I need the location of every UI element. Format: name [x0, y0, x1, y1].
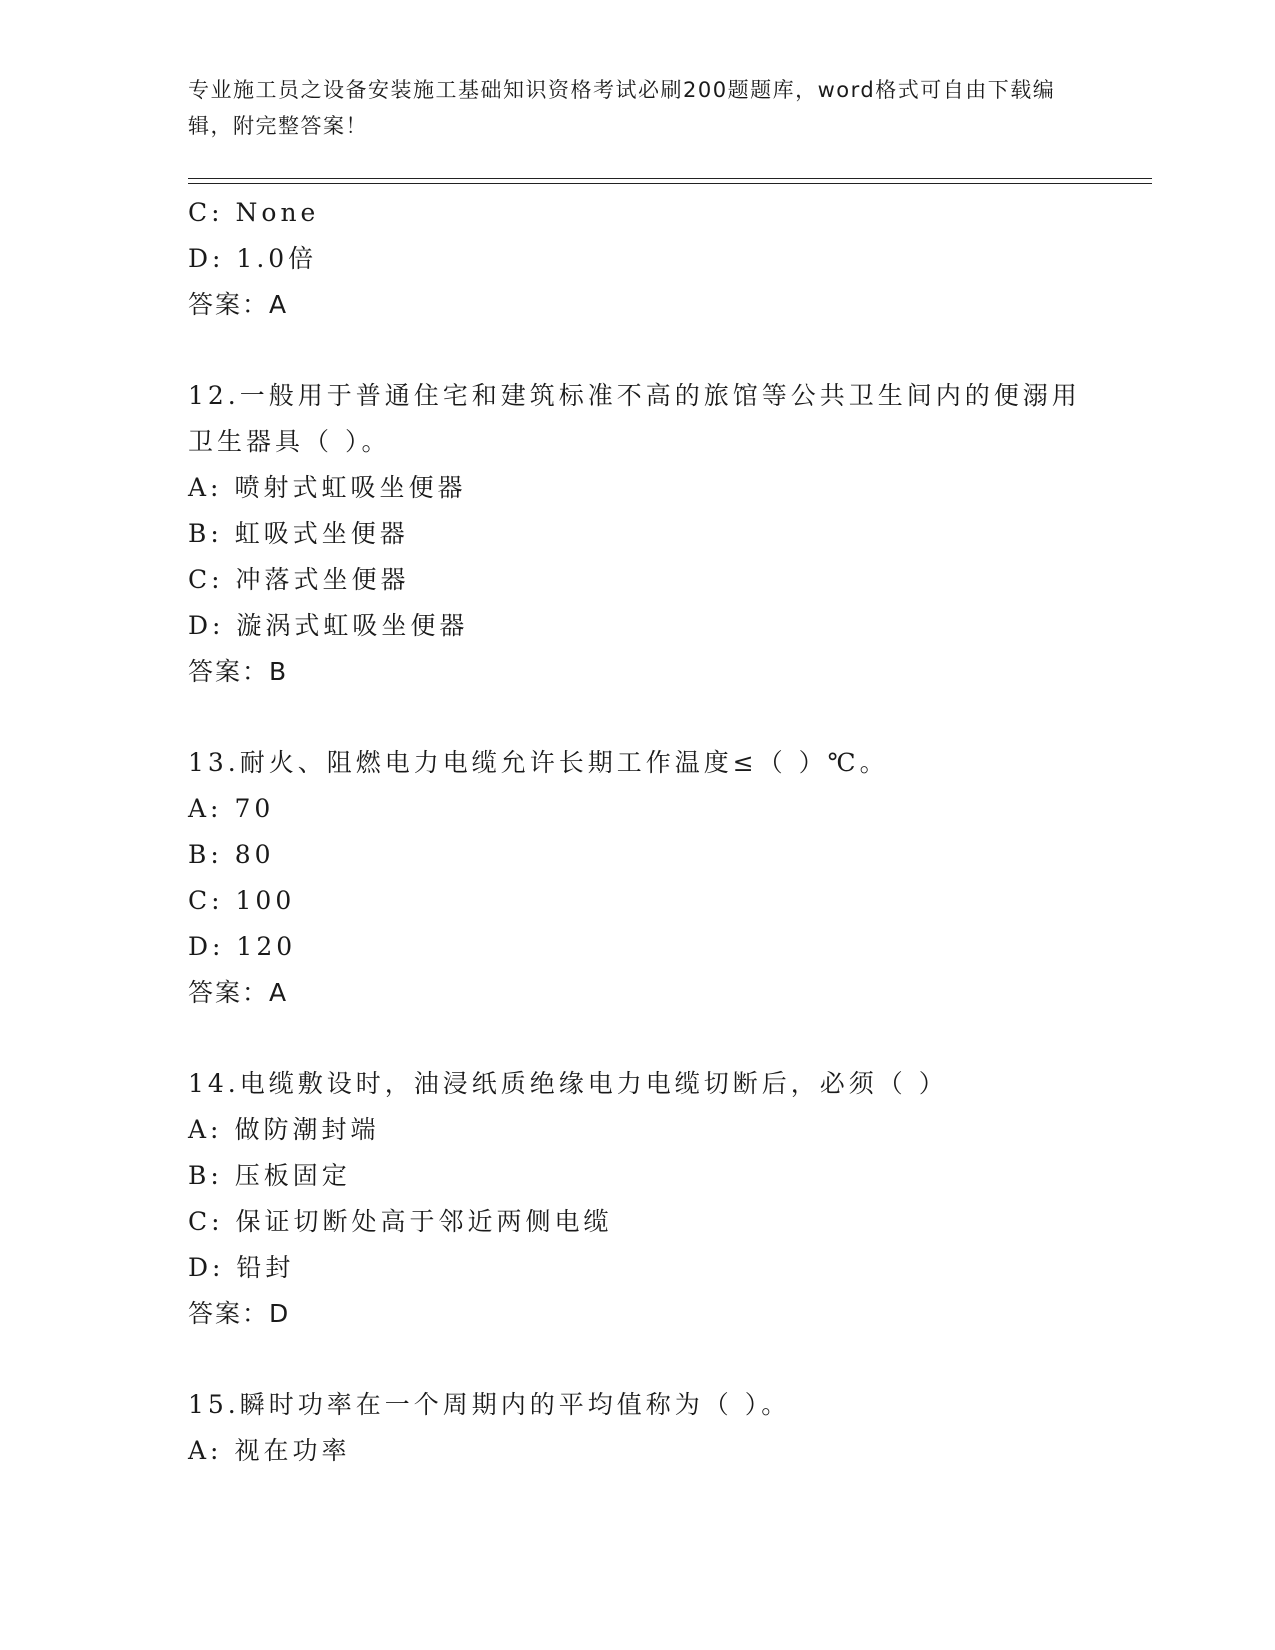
answer-line — [188, 282, 1152, 328]
option-a — [188, 465, 1152, 511]
option-a — [188, 1107, 1152, 1153]
option-text: 铅封 — [236, 1253, 295, 1282]
option-label: B: — [188, 519, 223, 548]
option-text: 喷射式虹吸坐便器 — [234, 473, 467, 502]
option-text: 保证切断处高于邻近两侧电缆 — [235, 1207, 613, 1236]
answer-line — [188, 649, 1152, 695]
option-text: 1.0倍 — [236, 244, 318, 273]
option-c — [188, 557, 1152, 603]
answer-label: 答案： — [188, 657, 270, 686]
prev-question-block — [188, 190, 1152, 328]
question-13 — [188, 740, 1152, 1016]
option-b — [188, 832, 1152, 878]
option-label: C: — [188, 198, 224, 227]
option-text: 冲落式坐便器 — [235, 565, 410, 594]
option-text: 压板固定 — [234, 1161, 351, 1190]
question-text: 15.瞬时功率在一个周期内的平均值称为（ ）。 — [188, 1390, 791, 1419]
option-text: 虹吸式坐便器 — [234, 519, 409, 548]
header-title: 专业施工员之设备安装施工基础知识资格考试必刷200题题库，word格式可自由下载编辑，附完整答案！ — [188, 78, 1056, 138]
option-label: D: — [188, 932, 225, 961]
option-text: 80 — [234, 840, 275, 869]
option-label: A: — [188, 1115, 223, 1144]
option-d — [188, 603, 1152, 649]
question-text: 13.耐火、阻燃电力电缆允许长期工作温度≤（ ）℃。 — [188, 748, 889, 777]
option-label: C: — [188, 1207, 224, 1236]
option-label: A: — [188, 1436, 223, 1465]
option-text: 100 — [235, 886, 296, 915]
option-c — [188, 878, 1152, 924]
question-text: 12.一般用于普通住宅和建筑标准不高的旅馆等公共卫生间内的便溺用卫生器具（ ）。 — [188, 381, 1081, 456]
document-header — [188, 72, 1068, 144]
question-list — [188, 190, 1152, 1474]
option-label: B: — [188, 840, 223, 869]
question-15 — [188, 1382, 1152, 1474]
option-label: D: — [188, 611, 225, 640]
option-label: C: — [188, 565, 224, 594]
header-rule-bottom — [188, 183, 1152, 184]
option-c — [188, 190, 1152, 236]
answer-line — [188, 1291, 1152, 1337]
option-b — [188, 1153, 1152, 1199]
answer-value: A — [269, 978, 289, 1007]
question-14 — [188, 1061, 1152, 1337]
option-label: A: — [188, 794, 223, 823]
answer-label: 答案： — [188, 290, 270, 319]
question-text: 14.电缆敷设时，油浸纸质绝缘电力电缆切断后，必须（ ） — [188, 1069, 948, 1098]
answer-value: D — [269, 1299, 291, 1328]
option-d — [188, 924, 1152, 970]
answer-value: B — [269, 657, 289, 686]
option-b — [188, 511, 1152, 557]
option-label: D: — [188, 244, 225, 273]
option-c — [188, 1199, 1152, 1245]
answer-line — [188, 970, 1152, 1016]
option-text: 视在功率 — [234, 1436, 351, 1465]
option-label: B: — [188, 1161, 223, 1190]
option-text: 70 — [234, 794, 275, 823]
answer-label: 答案： — [188, 978, 270, 1007]
option-text: 漩涡式虹吸坐便器 — [236, 611, 469, 640]
question-12 — [188, 373, 1152, 695]
option-d — [188, 236, 1152, 282]
option-d — [188, 1245, 1152, 1291]
option-text: None — [235, 198, 320, 227]
option-text: 做防潮封端 — [234, 1115, 380, 1144]
option-label: A: — [188, 473, 223, 502]
answer-label: 答案： — [188, 1299, 270, 1328]
option-label: D: — [188, 1253, 225, 1282]
option-a — [188, 786, 1152, 832]
answer-value: A — [269, 290, 289, 319]
option-label: C: — [188, 886, 224, 915]
option-text: 120 — [236, 932, 297, 961]
option-a — [188, 1428, 1152, 1474]
header-rule-top — [188, 178, 1152, 179]
